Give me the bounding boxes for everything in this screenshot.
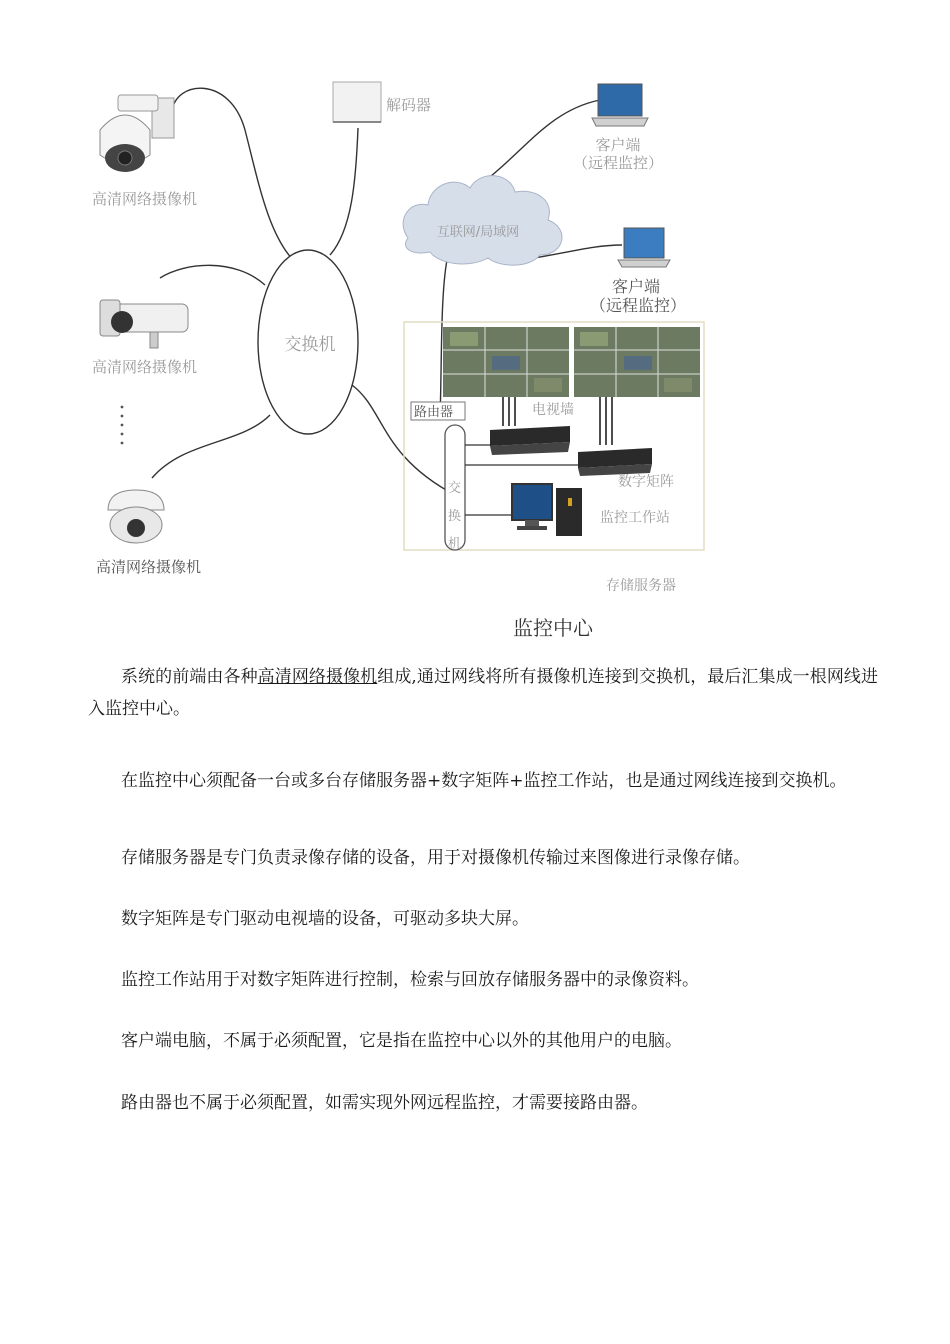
camera-top-label: 高清网络摄像机 bbox=[92, 190, 198, 208]
client-bottom-sub: （远程监控） bbox=[589, 296, 687, 315]
storage-server-label: 存储服务器 bbox=[606, 578, 676, 594]
router-label: 路由器 bbox=[414, 405, 454, 420]
workstation-label: 监控工作站 bbox=[600, 510, 670, 526]
paragraph-6: 客户端电脑，不属于必须配置，它是指在监控中心以外的其他用户的电脑。 bbox=[121, 1031, 682, 1051]
cloud-icon bbox=[403, 176, 562, 266]
core-switch-char-1: 交 bbox=[448, 481, 462, 496]
laptop-top-icon bbox=[592, 84, 648, 126]
decoder-icon bbox=[333, 82, 381, 122]
decoder-label: 解码器 bbox=[386, 96, 432, 114]
core-switch-char-3: 机 bbox=[448, 537, 462, 552]
switch-label: 交换机 bbox=[284, 335, 336, 355]
paragraph-2: 在监控中心须配备一台或多台存储服务器+数字矩阵+监控工作站，也是通过网线连接到交换机。 bbox=[121, 771, 847, 791]
bullet-camera-icon bbox=[100, 300, 188, 348]
camera-bottom-label: 高清网络摄像机 bbox=[96, 558, 202, 576]
paragraph-3: 存储服务器是专门负责录像存储的设备，用于对摄像机传输过来图像进行录像存储。 bbox=[121, 848, 750, 868]
digital-matrix-label: 数字矩阵 bbox=[618, 474, 674, 490]
ptz-camera-icon bbox=[100, 95, 174, 172]
paragraph-7: 路由器也不属于必须配置，如需实现外网远程监控，才需要接路由器。 bbox=[121, 1093, 648, 1113]
camera-mid-label: 高清网络摄像机 bbox=[92, 358, 198, 376]
laptop-bottom-icon bbox=[618, 228, 670, 267]
network-diagram bbox=[0, 0, 950, 600]
client-top-sub: （远程监控） bbox=[572, 154, 664, 172]
tv-wall-left bbox=[443, 327, 569, 397]
storage-server-icon bbox=[490, 426, 570, 455]
workstation-icon bbox=[512, 484, 582, 536]
digital-matrix-icon bbox=[578, 448, 652, 476]
client-top-label: 客户端 bbox=[595, 136, 641, 154]
core-switch-char-2: 换 bbox=[448, 509, 462, 524]
tv-wall-right bbox=[574, 327, 700, 397]
client-bottom-label: 客户端 bbox=[611, 277, 661, 296]
paragraph-5: 监控工作站用于对数字矩阵进行控制，检索与回放存储服务器中的录像资料。 bbox=[121, 970, 699, 990]
paragraph-4: 数字矩阵是专门驱动电视墙的设备，可驱动多块大屏。 bbox=[121, 909, 529, 929]
diagram-caption: 监控中心 bbox=[513, 616, 593, 640]
dome-camera-icon bbox=[108, 490, 164, 543]
tv-wall-label: 电视墙 bbox=[532, 402, 574, 418]
hd-camera-link[interactable]: 高清网络摄像机 bbox=[257, 667, 378, 687]
ellipsis-dots bbox=[121, 406, 124, 445]
paragraph-1: 系统的前端由各种高清网络摄像机组成,通过网线将所有摄像机连接到交换机，最后汇集成一根网线进入监控中心。 bbox=[88, 667, 879, 719]
internet-label: 互联网/局域网 bbox=[436, 225, 520, 240]
